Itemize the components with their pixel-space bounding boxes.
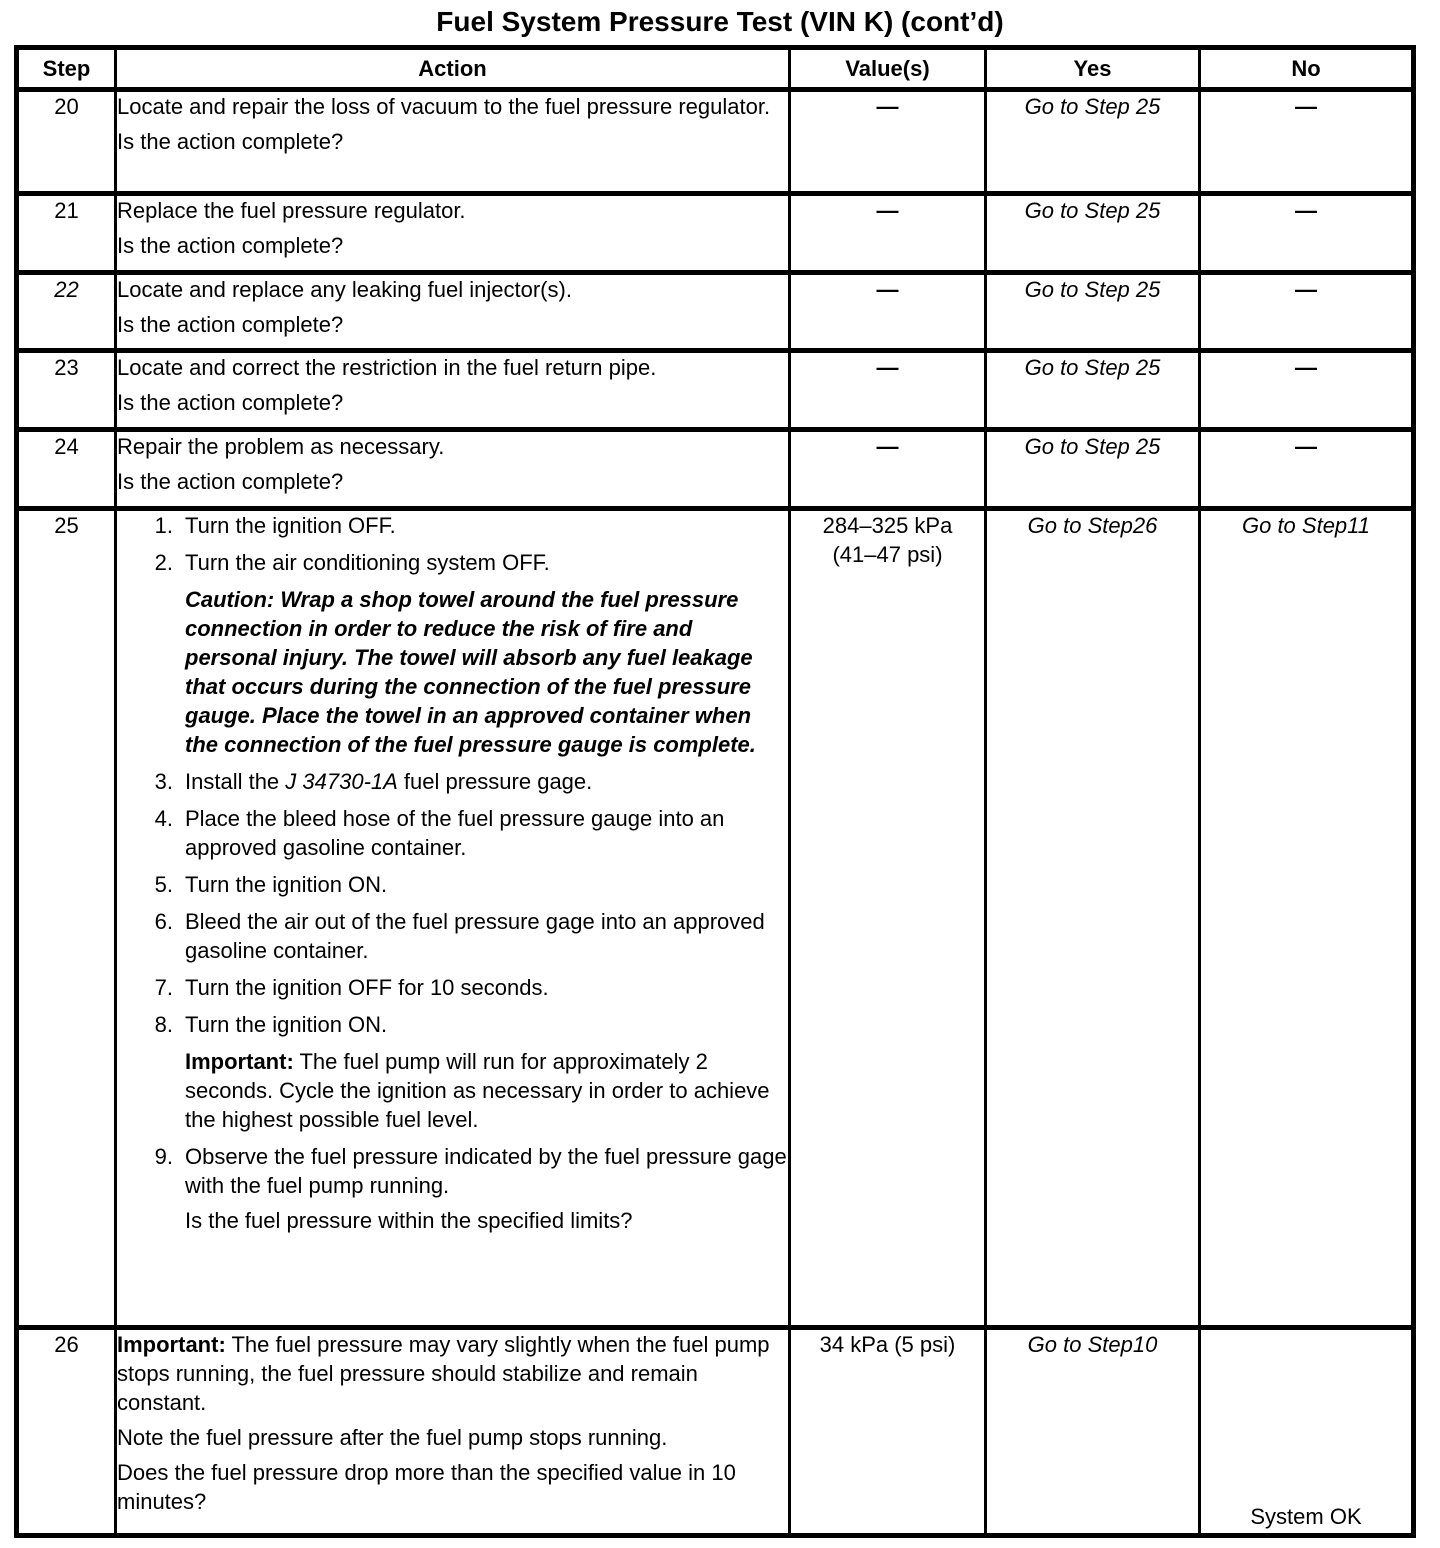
value-psi: (41–47 psi)	[832, 542, 943, 567]
action-question: Is the action complete?	[117, 233, 344, 258]
action-text: Repair the problem as necessary.	[117, 434, 445, 459]
step-number: 22	[17, 273, 116, 351]
header-no: No	[1200, 48, 1414, 90]
item-text	[185, 767, 788, 796]
header-row	[17, 48, 1414, 90]
item-number: 2.	[154, 550, 173, 575]
item-number: 9.	[154, 1144, 173, 1169]
yes-cell: Go to Step 25	[986, 351, 1200, 430]
action-text: Replace the fuel pressure regulator.	[117, 198, 466, 223]
item-text: Observe the fuel pressure indicated by the fuel pressure gage with the fuel pump running.	[185, 1144, 787, 1198]
item-text: Turn the ignition ON.	[185, 872, 388, 897]
no-cell: —	[1200, 90, 1414, 194]
table-row	[17, 194, 1414, 273]
action-cell	[116, 90, 790, 194]
table-row	[17, 509, 1414, 1328]
header-values: Value(s)	[790, 48, 986, 90]
action-question: Does the fuel pressure drop more than the specified value in 10 minutes?	[117, 1460, 736, 1514]
value-cell: —	[790, 273, 986, 351]
yes-cell: Go to Step10	[986, 1328, 1200, 1536]
no-cell: —	[1200, 194, 1414, 273]
table-row	[17, 1328, 1414, 1536]
page-title: Fuel System Pressure Test (VIN K) (cont’d)	[436, 6, 1004, 37]
item-number: 3.	[154, 769, 173, 794]
step-number: 20	[17, 90, 116, 194]
item-text: Turn the ignition ON.	[185, 1012, 388, 1037]
value-cell: —	[790, 90, 986, 194]
value-kpa: 284–325 kPa	[822, 513, 953, 538]
header-step: Step	[17, 48, 116, 90]
item-number: 7.	[154, 975, 173, 1000]
item-number: 4.	[154, 806, 173, 831]
list-item	[143, 1142, 788, 1200]
action-cell	[116, 273, 790, 351]
important-text: The fuel pressure may vary slightly when the fuel pump stops running, the fuel pressure should stabilize and remain constant.	[117, 1332, 770, 1415]
tool-number: J 34730-1A	[285, 769, 398, 794]
action-question: Is the fuel pressure within the specified limits?	[185, 1208, 633, 1233]
step-number: 24	[17, 430, 116, 509]
list-item	[143, 548, 788, 577]
table-row	[17, 90, 1414, 194]
procedure-list	[117, 767, 788, 1039]
no-cell: System OK	[1200, 1328, 1414, 1536]
list-item	[143, 870, 788, 899]
important-label: Important:	[117, 1332, 226, 1357]
no-cell: —	[1200, 273, 1414, 351]
action-question: Is the action complete?	[117, 469, 344, 494]
item-number: 1.	[154, 513, 173, 538]
yes-cell: Go to Step 25	[986, 90, 1200, 194]
caution-note: Caution: Wrap a shop towel around the fuel pressure connection in order to reduce the risk of fire and personal injury. The towel will absorb any fuel leakage that occurs during the connection of the fuel pressure gauge. Place the towel in an approved container when the connection of the fuel pressure gauge is complete.	[185, 587, 756, 757]
important-label: Important:	[185, 1049, 294, 1074]
action-cell	[116, 509, 790, 1328]
procedure-list	[117, 511, 788, 577]
action-question: Is the action complete?	[117, 312, 344, 337]
action-text: Locate and correct the restriction in the fuel return pipe.	[117, 355, 657, 380]
yes-cell: Go to Step 25	[986, 430, 1200, 509]
step-number: 26	[17, 1328, 116, 1536]
yes-cell: Go to Step26	[986, 509, 1200, 1328]
item-number: 5.	[154, 872, 173, 897]
no-cell: Go to Step11	[1200, 509, 1414, 1328]
list-item	[143, 767, 788, 796]
yes-cell: Go to Step 25	[986, 194, 1200, 273]
item-text: Place the bleed hose of the fuel pressure gauge into an approved gasoline container.	[185, 806, 725, 860]
step-number: 21	[17, 194, 116, 273]
action-cell	[116, 194, 790, 273]
list-item	[143, 511, 788, 540]
item-text: Turn the ignition OFF.	[185, 513, 396, 538]
step-number: 25	[17, 509, 116, 1328]
action-text: Locate and repair the loss of vacuum to the fuel pressure regulator.	[117, 94, 771, 119]
item-text: Turn the air conditioning system OFF.	[185, 550, 550, 575]
value-cell	[790, 509, 986, 1328]
action-cell	[116, 430, 790, 509]
important-note	[117, 1047, 788, 1134]
diagnostic-table	[14, 45, 1416, 1538]
table-row	[17, 273, 1414, 351]
action-cell	[116, 351, 790, 430]
procedure-list	[117, 1142, 788, 1200]
value-cell: —	[790, 194, 986, 273]
item-number: 8.	[154, 1012, 173, 1037]
step-number: 23	[17, 351, 116, 430]
no-cell: —	[1200, 351, 1414, 430]
value-cell: 34 kPa (5 psi)	[790, 1328, 986, 1536]
action-text: Note the fuel pressure after the fuel pump stops running.	[117, 1425, 668, 1450]
list-item	[143, 907, 788, 965]
table-row	[17, 351, 1414, 430]
item-text: Turn the ignition OFF for 10 seconds.	[185, 975, 549, 1000]
item-text-post: fuel pressure gage.	[397, 769, 593, 794]
important-text: The fuel pump will run for approximately 2 seconds. Cycle the ignition as necessary in order to achieve the highest possible fuel level.	[185, 1049, 770, 1132]
action-text: Locate and replace any leaking fuel injector(s).	[117, 277, 572, 302]
item-text-pre: Install the	[185, 769, 286, 794]
no-cell: —	[1200, 430, 1414, 509]
item-text: Bleed the air out of the fuel pressure gage into an approved gasoline container.	[185, 909, 765, 963]
list-item	[143, 804, 788, 862]
value-cell: —	[790, 430, 986, 509]
list-item	[143, 1010, 788, 1039]
yes-cell: Go to Step 25	[986, 273, 1200, 351]
list-item	[143, 973, 788, 1002]
header-action: Action	[116, 48, 790, 90]
item-number: 6.	[154, 909, 173, 934]
table-row	[17, 430, 1414, 509]
header-yes: Yes	[986, 48, 1200, 90]
action-question: Is the action complete?	[117, 390, 344, 415]
action-question: Is the action complete?	[117, 129, 344, 154]
action-cell	[116, 1328, 790, 1536]
value-cell: —	[790, 351, 986, 430]
important-note	[117, 1330, 788, 1417]
